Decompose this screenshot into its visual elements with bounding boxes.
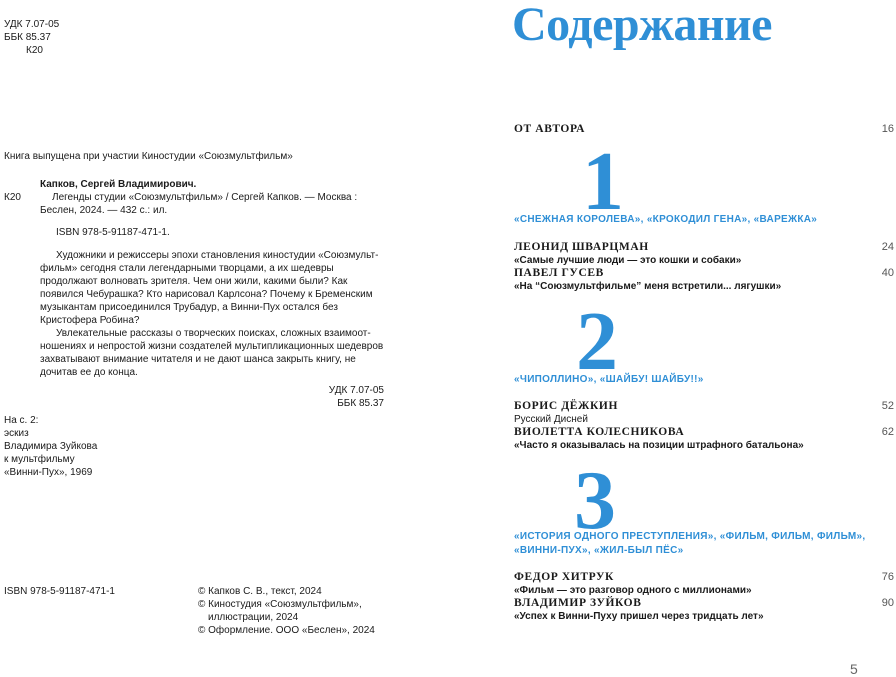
sponsor-note: Книга выпущена при участии Киностудии «Союзмультфильм» <box>4 151 293 162</box>
toc-entry <box>514 240 894 267</box>
toc-page-number: 62 <box>881 426 894 438</box>
toc-page-number: 90 <box>881 597 894 609</box>
toc-entry <box>514 596 894 623</box>
copyright-line: иллюстрации, 2024 <box>208 612 299 623</box>
toc-entry <box>514 266 894 293</box>
copyright-line: © Оформление. ООО «Беслен», 2024 <box>198 625 375 636</box>
toc-page-number: 76 <box>881 571 894 583</box>
copyright-block <box>198 585 375 637</box>
toc-page-number: 52 <box>881 400 894 412</box>
page-folio: 5 <box>850 661 858 677</box>
toc-subtitle: Русский Дисней <box>514 414 588 425</box>
part-title-2: «ЧИПОЛЛИНО», «ШАЙБУ! ШАЙБУ!!» <box>514 374 704 385</box>
toc-author-label: ОТ АВТОРА <box>514 123 586 135</box>
toc-entry-author <box>514 122 894 136</box>
caption-line: Владимира Зуйкова <box>4 441 98 452</box>
annotation-paragraph-1: Художники и режиссеры эпохи становления киностудии «Союзмульт-фильм» сегодня стали легендарными творцами, а их шедевры продолжают волновать зрителя. Чем они жили, какими были? Как появился Чебурашка? Кто нарисовал Карлсона? Почему к Бременским музыкантам присоединился Трубадур, а Винни-Пух остался без Кристофера Робина? <box>40 250 379 326</box>
part-numeral-3: 3 <box>574 454 616 547</box>
toc-person-name: ФЕДОР ХИТРУК <box>514 571 614 583</box>
caption-line: к мультфильму <box>4 454 75 465</box>
toc-title: Содержание <box>512 0 772 51</box>
udk-code-bottom: УДК 7.07-05 <box>328 385 384 396</box>
catalog-code: К20 <box>4 192 21 203</box>
toc-person-name: ПАВЕЛ ГУСЕВ <box>514 267 604 279</box>
toc-page-number: 40 <box>881 267 894 279</box>
copyright-line: © Капков С. В., текст, 2024 <box>198 586 322 597</box>
udk-code: УДК 7.07-05 <box>4 19 60 30</box>
toc-subtitle: «Часто я оказывалась на позиции штрафного батальона» <box>514 440 804 451</box>
toc-person-name: БОРИС ДЁЖКИН <box>514 400 619 412</box>
part-title-3-line2: «ВИННИ-ПУХ», «ЖИЛ-БЫЛ ПЁС» <box>514 545 684 556</box>
toc-entry <box>514 425 894 452</box>
copyright-line: © Киностудия «Союзмультфильм», <box>198 599 362 610</box>
catalog-card <box>4 178 384 410</box>
bbk-code-bottom: ББК 85.37 <box>337 398 384 409</box>
udk-block-top <box>4 18 59 57</box>
part-title-3-line1: «ИСТОРИЯ ОДНОГО ПРЕСТУПЛЕНИЯ», «ФИЛЬМ, ФИЛЬМ, ФИЛЬМ», <box>514 531 866 542</box>
toc-subtitle: «На “Союзмультфильме” меня встретили... лягушки» <box>514 281 782 292</box>
caption-line: эскиз <box>4 428 29 439</box>
catalog-line2: Беслен, 2024. — 432 с.: ил. <box>40 205 168 216</box>
catalog-isbn: ISBN 978-5-91187-471-1. <box>56 227 170 238</box>
toc-person-name: ЛЕОНИД ШВАРЦМАН <box>514 241 649 253</box>
catalog-author: Капков, Сергей Владимирович. <box>40 179 197 190</box>
toc-person-name: ВЛАДИМИР ЗУЙКОВ <box>514 597 642 609</box>
part-title-1: «СНЕЖНАЯ КОРОЛЕВА», «КРОКОДИЛ ГЕНА», «ВАРЕЖКА» <box>514 214 818 225</box>
isbn-bottom: ISBN 978-5-91187-471-1 <box>4 586 115 597</box>
toc-person-name: ВИОЛЕТТА КОЛЕСНИКОВА <box>514 426 685 438</box>
toc-page-number: 24 <box>881 241 894 253</box>
toc-subtitle: «Самые лучшие люди — это кошки и собаки» <box>514 255 742 266</box>
author-mark: К20 <box>26 45 43 56</box>
toc-page-number: 16 <box>881 123 894 135</box>
caption-line: «Винни-Пух», 1969 <box>4 467 93 478</box>
part-numeral-1: 1 <box>582 135 624 228</box>
toc-entry <box>514 399 894 426</box>
part-title-3 <box>514 530 865 558</box>
catalog-line1: Легенды студии «Союзмультфильм» / Сергей Капков. — Москва : <box>52 192 358 203</box>
illustration-caption <box>4 414 97 479</box>
part-numeral-2: 2 <box>576 295 618 388</box>
toc-subtitle: «Фильм — это разговор одного с миллионами» <box>514 585 752 596</box>
caption-line: На с. 2: <box>4 415 39 426</box>
toc-entry <box>514 570 894 597</box>
toc-subtitle: «Успех к Винни-Пуху пришел через тридцать лет» <box>514 611 764 622</box>
annotation-paragraph-2: Увлекательные рассказы о творческих поисках, сложных взаимоот-ношениях и непростой жизни создателей мультипликационных шедевров захватывают внимание читателя и не дают шанса закрыть книгу, не дочитав ее до конца. <box>40 328 384 378</box>
bbk-code: ББК 85.37 <box>4 32 51 43</box>
